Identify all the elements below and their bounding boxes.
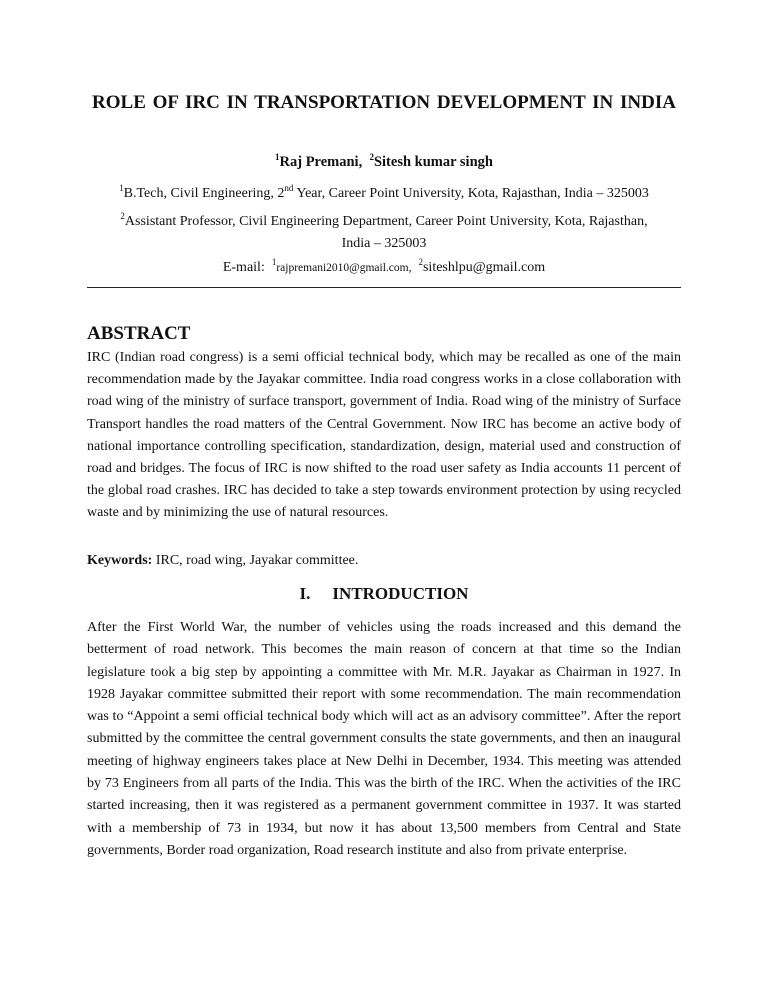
introduction-heading <box>87 582 681 606</box>
author-1-superscript: 1 <box>275 152 280 162</box>
author-2-superscript: 2 <box>369 152 374 162</box>
affiliation-2 <box>90 212 678 232</box>
email-1-superscript: 1 <box>271 257 277 267</box>
keywords-line <box>87 550 681 572</box>
affiliation-2-continuation: India – 325003 <box>341 236 427 251</box>
email-2-superscript: 2 <box>418 257 423 267</box>
introduction-body: After the First World War, the number of vehicles using the roads increased and this demand the betterment of road network. This becomes the main reason of concern at that time so the Indian legislature took a big step by appointing a committee with Mr. M.R. Jayakar as Chairman in 1927. In 1928 Jayakar committee submitted their report with some recommendation. The main recommendation was to “Appoint a semi official technical body which will act as an advisory committee”. After the report submitted by the committee the central government consults the state governments, and then an inaugural meeting of highway engineers takes place at New Delhi in December, 1934. This meeting was attended by 73 Engineers from all parts of the India. This was the birth of the IRC. When the activities of the IRC started increasing, then it was registered as a permanent government committee in 1937. It was started with a membership of 73 in 1934, but now it has about 13,500 members from Central and State governments, Border road organization, Road research institute and also from private enterprise. <box>87 620 681 858</box>
affiliation-1-text-start: B.Tech, Civil Engineering, 2 <box>123 186 285 201</box>
keywords-label: Keywords: <box>87 553 153 568</box>
affiliation-1-text-end: Year, Career Point University, Kota, Rajasthan, India – 325003 <box>293 186 649 201</box>
author-line <box>90 152 678 172</box>
abstract-heading: ABSTRACT <box>87 323 191 344</box>
section-number: I. <box>299 584 311 603</box>
email-1-link[interactable]: rajpremani2010@gmail.com, <box>276 262 412 274</box>
paper-title: ROLE OF IRC IN TRANSPORTATION DEVELOPMENT IN INDIA <box>92 92 676 113</box>
affiliation-1-ordinal: nd <box>284 183 294 193</box>
affiliation-1 <box>90 184 678 204</box>
affiliation-2-superscript: 2 <box>120 211 125 221</box>
abstract-body: IRC (Indian road congress) is a semi official technical body, which may be recalled as one of the main recommendation made by the Jayakar committee. India road congress works in a close collaboration with road wing of the ministry of surface transport, government of India. Road wing of the ministry of Surface Transport handles the road matters of the Central Government. Now IRC has become an active body of national importance controlling specification, standardization, design, material used and construction of road and bridges. The focus of IRC is now shifted to the road user safety as India accounts 11 percent of the global road crashes. IRC has decided to take a step towards environment protection by using recycled waste and by minimizing the use of natural resources. <box>87 350 681 521</box>
affiliation-1-superscript: 1 <box>119 183 124 193</box>
author-1-name: Raj Premani, <box>279 154 363 170</box>
email-label: E-mail: <box>222 260 265 275</box>
affiliation-2-text: Assistant Professor, Civil Engineering Department, Career Point University, Kota, Rajasthan, <box>124 214 648 229</box>
header-divider <box>87 287 681 288</box>
email-line <box>90 258 678 278</box>
section-title: INTRODUCTION <box>332 584 469 603</box>
email-2-link[interactable]: siteshlpu@gmail.com <box>422 260 546 275</box>
keywords-value: IRC, road wing, Jayakar committee. <box>155 553 359 568</box>
author-2-name: Sitesh kumar singh <box>373 154 493 170</box>
